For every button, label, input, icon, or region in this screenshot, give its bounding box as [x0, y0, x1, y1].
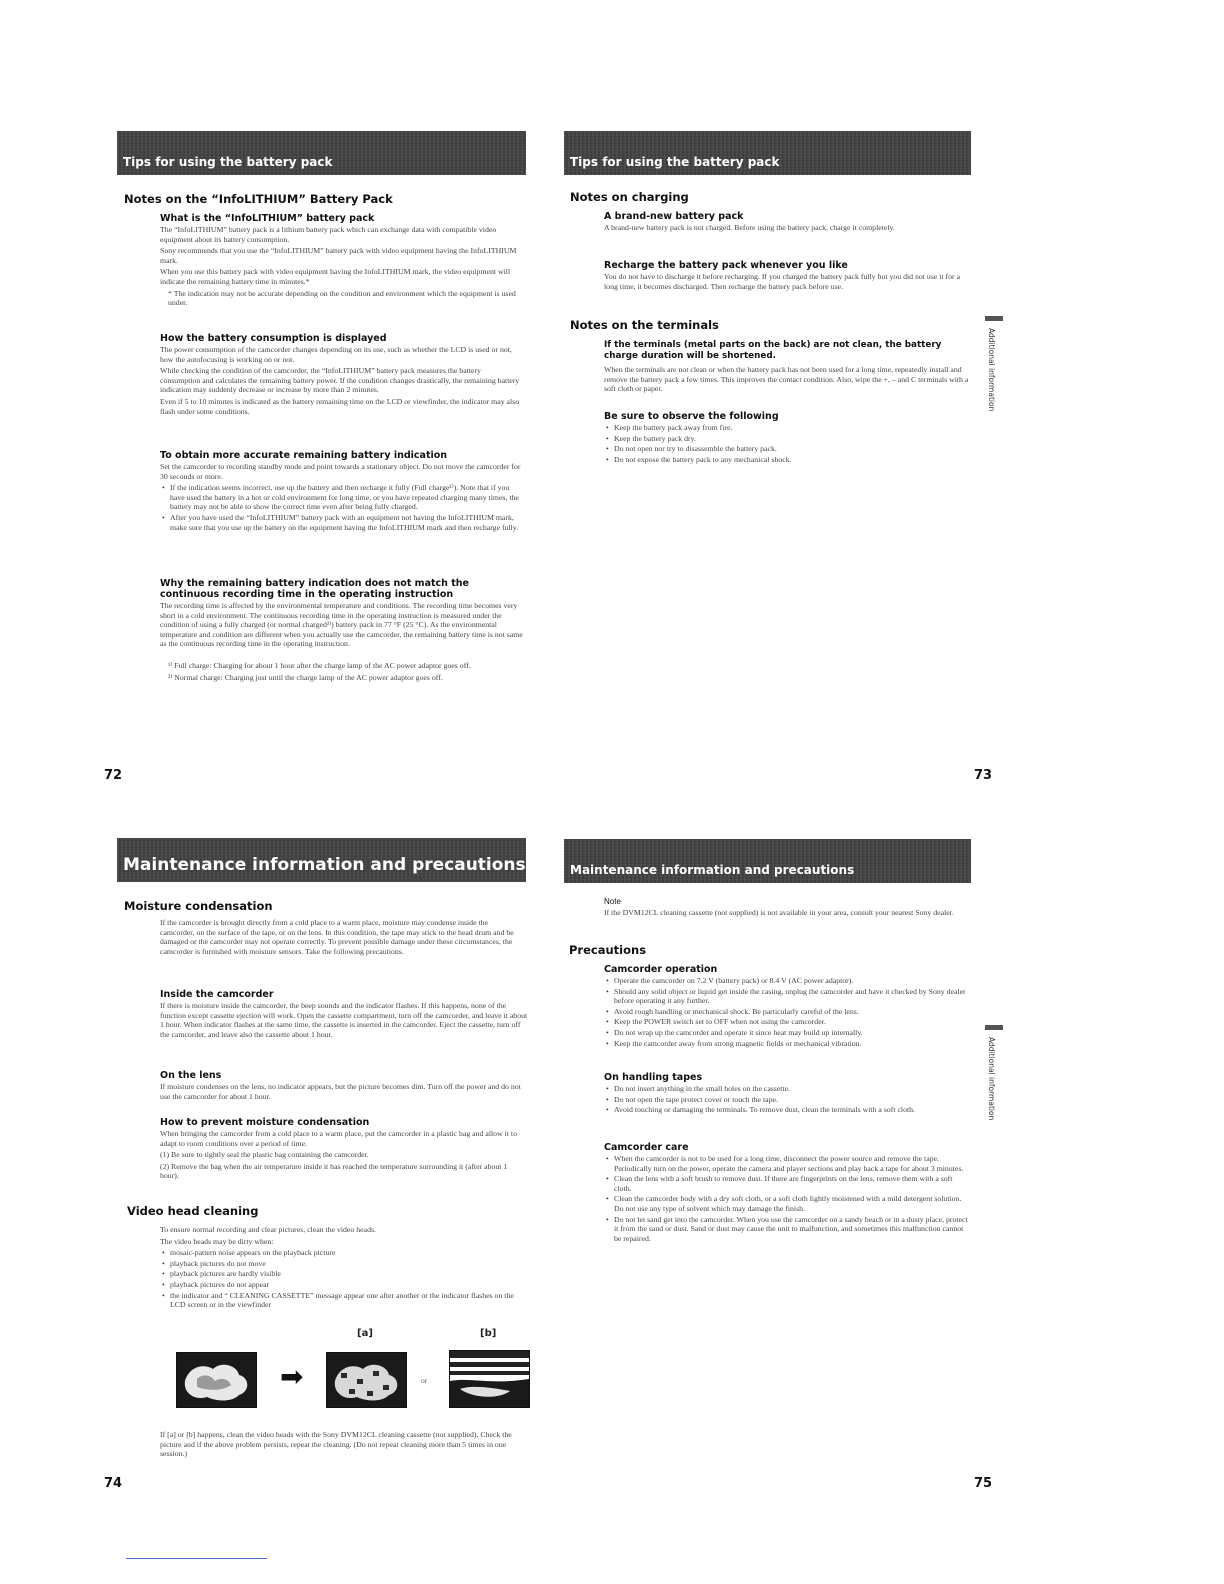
page72-consumption-p1: The power consumption of the camcorder changes depending on its use, such as whether the LCD is used or not, how the autofocusing is working on or not. — [160, 345, 512, 364]
page72-footnote-1: ¹⁾ Full charge: Charging for about 1 hour after the charge lamp of the AC power adaptor goes off. — [168, 660, 471, 670]
page75-operation-bullet-4: • Keep the POWER switch set to OFF when not using the camcorder. — [614, 1017, 966, 1027]
bottom-link-underline — [126, 1558, 267, 1559]
page74-vh-bullet-1: • mosaic-pattern noise appears on the playback picture — [170, 1248, 528, 1258]
page72-section-consumption — [160, 333, 522, 418]
figure-arrow-icon: ➡ — [280, 1360, 304, 1393]
page73-section-terminals — [604, 340, 972, 396]
page74-vh-bullet-3: • playback pictures are hardly visible — [170, 1269, 528, 1279]
figure-label-b: [b] — [480, 1328, 497, 1339]
page74-title-video-head: Video head cleaning — [127, 1204, 259, 1218]
page74-section-inside — [160, 989, 528, 1041]
page74-lens-p: If moisture condenses on the lens, no indicator appears, but the picture becomes dim. Turn off the power and do not use the camcorder for about 1 hour. — [160, 1082, 521, 1101]
page74-prevent-p: When bringing the camcorder from a cold place to a warm place, put the camcorder in a plastic bag and allow it to adapt to room conditions over a period of time. — [160, 1129, 518, 1148]
page75-title-precautions: Precautions — [569, 943, 647, 957]
page73-observe-bullet-1: • Keep the battery pack away from fire. — [614, 423, 964, 433]
page72-why-p1: The recording time is affected by the environmental temperature and conditions. The recording time becomes very short in a cold environment. The continuous recording time in the operating instruction is measured under the condition of using a fully charged (or normal charged²⁾) battery pack in 77 °F (25 °C). As the environmental temperature and condition are different when you actually use the camcorder, the remaining battery time is not same as the continuous recording time in the operating instruction. — [160, 601, 523, 649]
page73-recharge-heading: Recharge the battery pack whenever you like — [604, 260, 848, 271]
page73-brand-new-p: A brand-new battery pack is not charged. Before using the battery pack, charge it completely. — [604, 223, 895, 232]
page75-note-heading: Note — [604, 897, 621, 906]
page75-section-operation — [604, 964, 966, 1049]
page75-section-care — [604, 1142, 970, 1244]
page72-section-what — [160, 213, 522, 310]
figure-mosaic-picture — [326, 1352, 407, 1408]
page72-what-p3: When you use this battery pack with video equipment having the InfoLITHIUM mark, the video equipment will indicate the remaining battery time in minutes.* — [160, 267, 511, 286]
page75-care-heading: Camcorder care — [604, 1142, 689, 1153]
page74-tail-p: If [a] or [b] happens, clean the video heads with the Sony DVM12CL cleaning cassette (not supplied). Check the picture and if the above problem persists, repeat the cleaning. (Do not repeat cleaning more than 5 times in one session.) — [160, 1430, 512, 1459]
page75-section-note — [604, 896, 966, 920]
page74-vh-p1: To ensure normal recording and clear pictures, clean the video heads. — [160, 1225, 376, 1234]
page73-observe-bullet-3: • Do not open nor try to disassemble the battery pack. — [614, 444, 964, 454]
page72-consumption-heading: How the battery consumption is displayed — [160, 333, 387, 344]
page73-observe-bullet-4: • Do not expose the battery pack to any mechanical shock. — [614, 455, 964, 465]
page74-vh-bullet-4: • playback pictures do not appear — [170, 1280, 528, 1290]
page73-terminals-p: When the terminals are not clean or when the battery pack has not been used for a long time, repeatedly install and remove the battery pack a few times. This improves the contact condition. Also, wipe the +, – and C terminals with a soft cloth or paper. — [604, 365, 969, 394]
page73-observe-heading: Be sure to observe the following — [604, 411, 779, 422]
page74-vh-bullet-2: • playback pictures do not move — [170, 1259, 528, 1269]
page75-care-bullet-4: • Do not let sand get into the camcorder. When you use the camcorder on a sandy beach or in a dusty place, protect it from the sand or dust. Sand or dust may cause the unit to malfunction, and sometimes this malfunction cannot be repaired. — [614, 1215, 970, 1244]
page74-tail — [160, 1430, 528, 1461]
page73-title-charging: Notes on charging — [570, 190, 689, 204]
page72-what-p1: The “InfoLITHIUM” battery pack is a lithium battery pack which can exchange data with compatible video equipment about its battery consumption. — [160, 225, 497, 244]
page74-prevent-step-2: (2) Remove the bag when the air temperature inside it has reached the temperature surrounding it (after about 1 hour). — [160, 1161, 508, 1181]
figure-or-text: or — [421, 1376, 428, 1385]
page74-moisture-intro — [160, 918, 520, 958]
page75-care-bullet-2: • Clean the lens with a soft brush to remove dust. If there are fingerprints on the lens, remove them with a soft cloth. — [614, 1174, 970, 1193]
page72-accurate-bullet-1: • If the indication seems incorrect, use up the battery and then recharge it fully (Full charge¹⁾). Note that if you have used the battery in a hot or cold environment for long time, or you have repeated charging many times, the battery may not be able to show the correct time even after being fully charged. — [170, 483, 522, 512]
page73-side-label: Additional information — [987, 328, 996, 412]
page75-header-bar — [564, 839, 971, 883]
page74-moisture-p1: If the camcorder is brought directly from a cold place to a warm place, moisture may condense inside the camcorder, on the surface of the tape, or on the lens. In this condition, the tape may stick to the head drum and be damaged or the camcorder may not operate correctly. To prevent possible damage under these circumstances, the camcorder is furnished with moisture sensors. Take the following precautions. — [160, 918, 514, 956]
page72-header-title: Tips for using the battery pack — [123, 155, 333, 169]
figure-normal-picture — [176, 1352, 257, 1408]
page73-brand-new-heading: A brand-new battery pack — [604, 211, 744, 222]
page73-observe-bullet-2: • Keep the battery pack dry. — [614, 434, 964, 444]
page75-tapes-bullet-1: • Do not insert anything in the small holes on the cassette. — [614, 1084, 966, 1094]
page72-section-accurate — [160, 450, 522, 533]
page72-what-note: * The indication may not be accurate depending on the condition and environment which the equipment is used under. — [168, 288, 516, 308]
page75-number: 75 — [974, 1476, 993, 1491]
page75-header-title: Maintenance information and precautions — [570, 863, 855, 877]
page75-side-tab-marker — [985, 1025, 1003, 1030]
page72-consumption-p2: While checking the condition of the camcorder, the “InfoLITHIUM” battery pack measures the battery consumption and calculates the remaining battery power. If the condition changes drastically, the remaining battery indication may suddenly decrease or increase by more than 2 minutes. — [160, 366, 520, 395]
page75-tapes-heading: On handling tapes — [604, 1072, 703, 1083]
page73-section-observe — [604, 411, 964, 465]
page72-what-p2: Sony recommends that you use the “InfoLITHIUM” battery pack with video equipment having the InfoLITHIUM mark. — [160, 246, 517, 265]
page74-vh-bullet-5: • the indicator and “ CLEANING CASSETTE” message appear one after another or the indicator flashes on the LCD screen or in the viewfinder — [170, 1291, 528, 1310]
page74-title-moisture: Moisture condensation — [124, 899, 273, 913]
page73-header-title: Tips for using the battery pack — [570, 155, 780, 169]
page72-consumption-p3: Even if 5 to 10 minutes is indicated as the battery remaining time on the LCD or viewfinder, the indicator may also flash under some conditions. — [160, 396, 520, 416]
page73-recharge-p: You do not have to discharge it before recharging. If you charged the battery pack fully but you did not use it for a long time, it becomes discharged. Then recharge the battery pack before use. — [604, 272, 961, 291]
page72-footnote-2: ²⁾ Normal charge: Charging just until the charge lamp of the AC power adaptor goes off. — [168, 672, 443, 682]
page75-tapes-bullet-3: • Avoid touching or damaging the terminals. To remove dust, clean the terminals with a soft cloth. — [614, 1105, 966, 1115]
page72-accurate-p1: Set the camcorder to recording standby mode and point towards a stationary object. Do not move the camcorder for 30 seconds or more. — [160, 462, 521, 481]
page73-title-terminals: Notes on the terminals — [570, 318, 719, 332]
page73-side-tab-marker — [985, 316, 1003, 321]
page74-section-prevent — [160, 1117, 528, 1183]
page72-what-heading: What is the “InfoLITHIUM” battery pack — [160, 213, 375, 224]
page73-section-recharge — [604, 260, 964, 293]
page74-section-lens — [160, 1070, 528, 1103]
page75-operation-bullet-6: • Keep the camcorder away from strong magnetic fields or mechanical vibration. — [614, 1039, 966, 1049]
page72-accurate-bullet-2: • After you have used the “InfoLITHIUM” battery pack with an equipment not having the InfoLITHIUM mark, make sure that you use up the battery on the equipment having the InfoLITHIUM mark and then recharge fully. — [170, 513, 522, 532]
page74-inside-heading: Inside the camcorder — [160, 989, 274, 1000]
page72-accurate-heading: To obtain more accurate remaining battery indication — [160, 450, 448, 461]
page72-number: 72 — [104, 768, 123, 783]
page75-operation-bullet-2: • Should any solid object or liquid get inside the casing, unplug the camcorder and have it checked by Sony dealer before operating it any further. — [614, 987, 966, 1006]
page74-header-bar — [117, 838, 526, 882]
page75-operation-bullet-3: • Avoid rough handling or mechanical shock. Be particularly careful of the lens. — [614, 1007, 966, 1017]
page75-operation-bullet-5: • Do not wrap up the camcorder and operate it since heat may build up internally. — [614, 1028, 966, 1038]
page75-note-p: If the DVM12CL cleaning cassette (not supplied) is not available in your area, consult your nearest Sony dealer. — [604, 908, 954, 917]
page75-care-bullet-1: • When the camcorder is not to be used for a long time, disconnect the power source and remove the tape. Periodically turn on the power, operate the camera and player sections and play back a tape for about 3 minutes. — [614, 1154, 970, 1173]
page75-operation-bullet-1: • Operate the camcorder on 7.2 V (battery pack) or 8.4 V (AC power adaptor). — [614, 976, 966, 986]
page72-why-heading: Why the remaining battery indication does not match the continuous recording time in the operating instruction — [160, 578, 469, 600]
page74-header-title: Maintenance information and precautions — [123, 855, 526, 875]
page74-section-video-head — [160, 1225, 528, 1311]
page72-section-why — [160, 578, 526, 684]
page72-header-bar — [117, 131, 526, 175]
page73-section-brand-new — [604, 211, 964, 235]
page74-number: 74 — [104, 1476, 123, 1491]
figure-label-a: [a] — [357, 1328, 373, 1339]
page74-vh-p2: The video heads may be dirty when: — [160, 1236, 274, 1246]
page74-prevent-heading: How to prevent moisture condensation — [160, 1117, 370, 1128]
figure-noise-picture — [449, 1350, 530, 1408]
page73-terminals-heading: If the terminals (metal parts on the back) are not clean, the battery charge duration will be shortened. — [604, 340, 942, 361]
page73-number: 73 — [974, 768, 993, 783]
page74-lens-heading: On the lens — [160, 1070, 222, 1081]
page72-title: Notes on the “InfoLITHIUM” Battery Pack — [124, 192, 393, 206]
page75-side-label: Additional information — [987, 1037, 996, 1121]
page74-inside-p: If there is moisture inside the camcorder, the beep sounds and the indicator flashes. If this happens, none of the function except cassette ejection will work. Open the cassette compartment, turn off the camcorder, and leave it about 1 hour. When indicator flashes at the same time, the cassette is inserted in the camcorder. Eject the cassette, turn off the camcorder, and leave also the cassette about 1 hour. — [160, 1001, 528, 1039]
page75-section-tapes — [604, 1072, 966, 1116]
page74-prevent-step-1: (1) Be sure to tightly seal the plastic bag containing the camcorder. — [160, 1150, 369, 1160]
page75-tapes-bullet-2: • Do not open the tape protect cover or touch the tape. — [614, 1095, 966, 1105]
page73-header-bar — [564, 131, 971, 175]
page75-operation-heading: Camcorder operation — [604, 964, 718, 975]
page75-care-bullet-3: • Clean the camcorder body with a dry soft cloth, or a soft cloth lightly moistened with a mild detergent solution. Do not use any type of solvent which may damage the finish. — [614, 1194, 970, 1213]
